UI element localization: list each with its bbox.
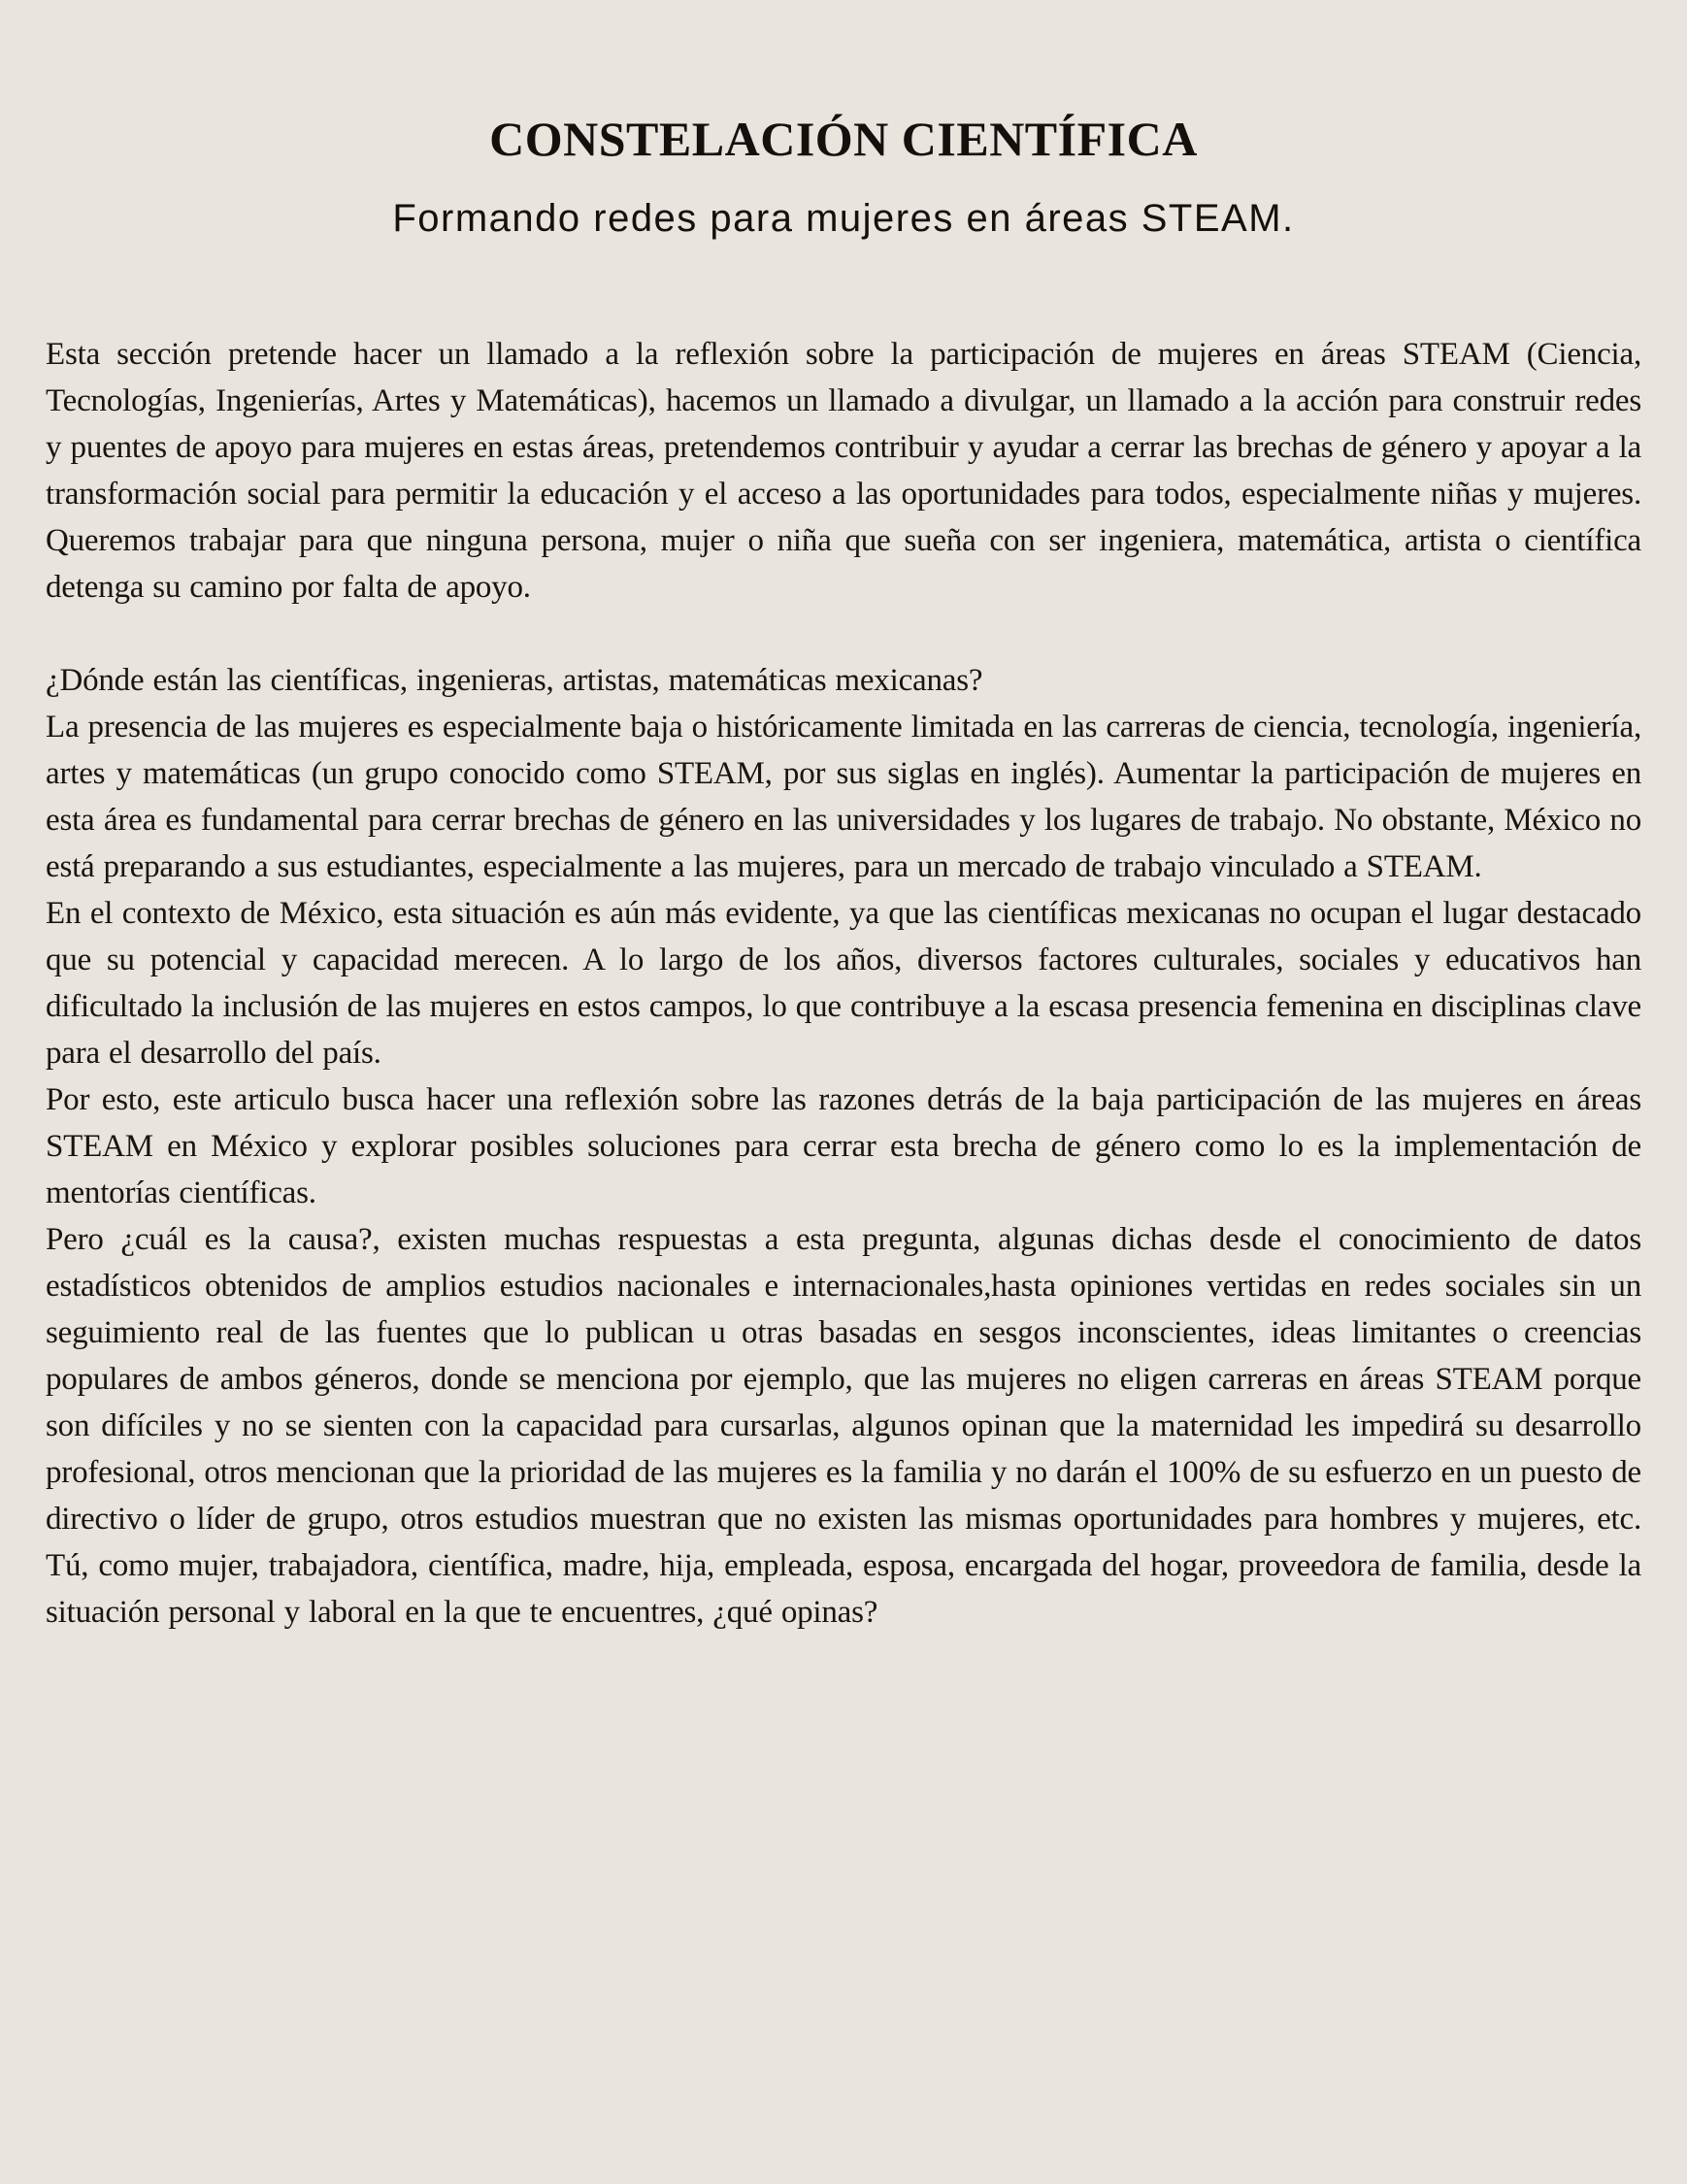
article-body bbox=[46, 331, 1641, 1636]
page-subtitle: Formando redes para mujeres en áreas STEAM. bbox=[392, 197, 1295, 240]
page-title: CONSTELACIÓN CIENTÍFICA bbox=[489, 112, 1198, 166]
article-paragraph-intro: Esta sección pretende hacer un llamado a la reflexión sobre la participación de mujeres en áreas STEAM (Ciencia, Tecnologías, Ingenierías, Artes y Matemáticas), hacemos un llamado a divulgar, un llamado a la acción para construir redes y puentes de apoyo para mujeres en estas áreas, pretendemos contribuir y ayudar a cerrar las brechas de género y apoyar a la transformación social para permitir la educación y el acceso a las oportunidades para todos, especialmente niñas y mujeres. Queremos trabajar para que ninguna persona, mujer o niña que sueña con ser ingeniera, matemática, artista o científica detenga su camino por falta de apoyo. bbox=[46, 337, 1641, 605]
article-paragraph-question: ¿Dónde están las científicas, ingenieras, artistas, matemáticas mexicanas? bbox=[46, 663, 983, 698]
article-paragraph-purpose: Por esto, este articulo busca hacer una reflexión sobre las razones detrás de la baja participación de las mujeres en áreas STEAM en México y explorar posibles soluciones para cerrar esta brecha de género como lo es la implementación de mentorías científicas. bbox=[46, 1082, 1641, 1210]
article-paragraph-cause: Pero ¿cuál es la causa?, existen muchas respuestas a esta pregunta, algunas dichas desde el conocimiento de datos estadísticos obtenidos de amplios estudios nacionales e internacionales,hasta opiniones vertidas en redes sociales sin un seguimiento real de las fuentes que lo publican u otras basadas en sesgos inconscientes, ideas limitantes o creencias populares de ambos géneros, donde se menciona por ejemplo, que las mujeres no eligen carreras en áreas STEAM porque son difíciles y no se sienten con la capacidad para cursarlas, algunos opinan que la maternidad les impedirá su desarrollo profesional, otros mencionan que la prioridad de las mujeres es la familia y no darán el 100% de su esfuerzo en un puesto de directivo o líder de grupo, otros estudios muestran que no existen las mismas oportunidades para hombres y mujeres, etc. Tú, como mujer, trabajadora, científica, madre, hija, empleada, esposa, encargada del hogar, proveedora de familia, desde la situación personal y laboral en la que te encuentres, ¿qué opinas? bbox=[46, 1222, 1641, 1630]
document-header bbox=[46, 113, 1641, 242]
article-paragraph-presence: La presencia de las mujeres es especialmente baja o históricamente limitada en las carreras de ciencia, tecnología, ingeniería, artes y matemáticas (un grupo conocido como STEAM, por sus siglas en inglés). Aumentar la participación de mujeres en esta área es fundamental para cerrar brechas de género en las universidades y los lugares de trabajo. No obstante, México no está preparando a sus estudiantes, especialmente a las mujeres, para un mercado de trabajo vinculado a STEAM. bbox=[46, 710, 1641, 884]
article-paragraph-context: En el contexto de México, esta situación es aún más evidente, ya que las científicas mexicanas no ocupan el lugar destacado que su potencial y capacidad merecen. A lo largo de los años, diversos factores culturales, sociales y educativos han dificultado la inclusión de las mujeres en estos campos, lo que contribuye a la escasa presencia femenina en disciplinas clave para el desarrollo del país. bbox=[46, 896, 1641, 1071]
